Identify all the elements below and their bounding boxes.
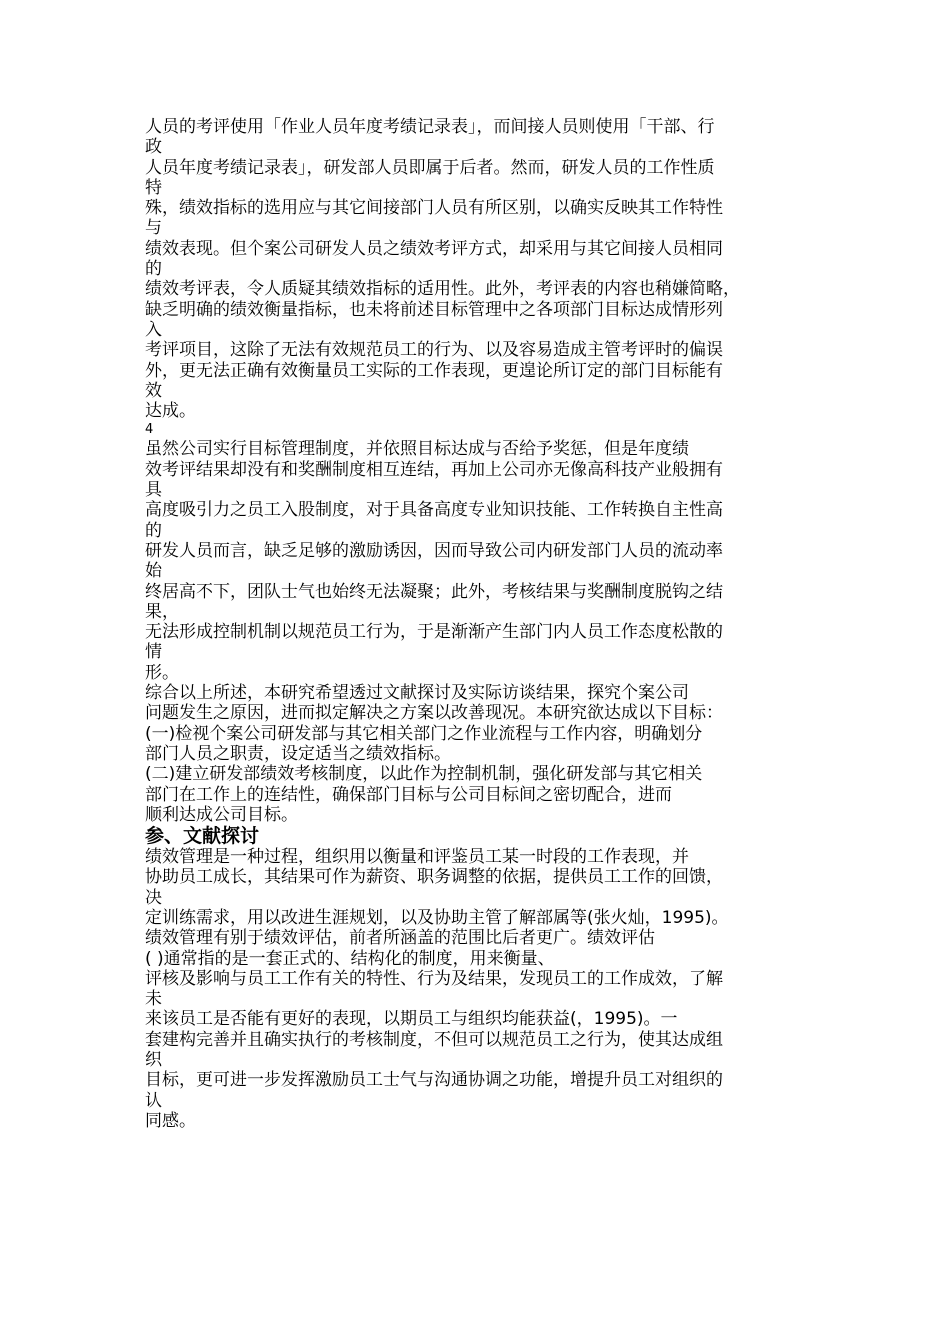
page-number: 4 — [145, 422, 154, 438]
text-line: 绩效管理有别于绩效评估，前者所涵盖的范围比后者更广。绩效评估 — [145, 928, 655, 949]
paragraph-block-intro — [145, 117, 825, 421]
text-line: 殊，绩效指标的选用应与其它间接部门人员有所区别，以确实反映其工作特性 — [145, 198, 723, 219]
text-line: 效 — [145, 380, 162, 401]
text-line: 与 — [145, 218, 162, 239]
document-body — [145, 117, 825, 1131]
text-line: 无法形成控制机制以规范员工行为，于是渐渐产生部门内人员工作态度松散的 — [145, 622, 723, 643]
text-line: 来该员工是否能有更好的表现，以期员工与组织均能获益(，1995)。一 — [145, 1009, 678, 1030]
text-line: 研发人员而言，缺乏足够的激励诱因，因而导致公司内研发部门人员的流动率 — [145, 540, 723, 561]
text-line: 高度吸引力之员工入股制度，对于具备高度专业知识技能、工作转换自主性高 — [145, 500, 723, 521]
text-line: 入 — [145, 319, 162, 340]
text-line: 终居高不下，团队士气也始终无法凝聚；此外，考核结果与奖酬制度脱钩之结 — [145, 581, 723, 602]
text-line: 未 — [145, 989, 162, 1010]
text-line: 织 — [145, 1050, 162, 1071]
text-line: 定训练需求，用以改进生涯规划，以及协助主管了解部属等(张火灿，1995)。 — [145, 907, 729, 928]
text-line: 的 — [145, 520, 162, 541]
text-line: 形。 — [145, 662, 179, 683]
paragraph-block-goals — [145, 439, 825, 825]
text-line: 同感。 — [145, 1110, 196, 1131]
text-line: 的 — [145, 259, 162, 280]
text-line: 始 — [145, 561, 162, 582]
text-line: 协助员工成长，其结果可作为薪资、职务调整的依据，提供员工工作的回馈， — [145, 867, 723, 888]
text-line: 顺利达成公司目标。 — [145, 804, 298, 825]
section-heading: 参、文献探讨 — [145, 825, 260, 848]
text-line: (一)检视个案公司研发部与其它相关部门之作业流程与工作内容，明确划分 — [145, 723, 703, 744]
text-line: 部门人员之职责，设定适当之绩效指标。 — [145, 743, 451, 764]
text-line: 绩效管理是一种过程，组织用以衡量和评鉴员工某一时段的工作表现，并 — [145, 847, 689, 868]
text-line: 人员年度考绩记录表」，研发部人员即属于后者。然而，研发人员的工作性质 — [145, 157, 715, 178]
text-line: 问题发生之原因，进而拟定解决之方案以改善现况。本研究欲达成以下目标： — [145, 703, 723, 724]
text-line: 评核及影响与员工工作有关的特性、行为及结果，发现员工的工作成效，了解 — [145, 968, 723, 989]
text-line: 认 — [145, 1090, 162, 1111]
text-line: 绩效考评表，令人质疑其绩效指标的适用性。此外，考评表的内容也稍嫌简略， — [145, 279, 740, 300]
text-line: ( )通常指的是一套正式的、结构化的制度，用来衡量、 — [145, 948, 555, 969]
text-line: 考评项目，这除了无法有效规范员工的行为、以及容易造成主管考评时的偏误 — [145, 340, 723, 361]
text-line: 外，更无法正确有效衡量员工实际的工作表现，更遑论所订定的部门目标能有 — [145, 360, 723, 381]
text-line: 政 — [145, 137, 162, 158]
text-line: 虽然公司实行目标管理制度，并依照目标达成与否给予奖惩，但是年度绩 — [145, 439, 689, 460]
text-line: 综合以上所述，本研究希望透过文献探讨及实际访谈结果，探究个案公司 — [145, 683, 689, 704]
text-line: (二)建立研发部绩效考核制度，以此作为控制机制，强化研发部与其它相关 — [145, 764, 703, 785]
text-line: 人员的考评使用「作业人员年度考绩记录表」，而间接人员则使用「干部、行 — [145, 117, 715, 137]
text-line: 情 — [145, 642, 162, 663]
text-line: 绩效表现。但个案公司研发人员之绩效考评方式，却采用与其它间接人员相同 — [145, 238, 723, 259]
text-line: 决 — [145, 887, 162, 908]
text-line: 目标，更可进一步发挥激励员工士气与沟通协调之功能，增提升员工对组织的 — [145, 1070, 723, 1091]
paragraph-block-literature — [145, 847, 825, 1131]
text-line: 部门在工作上的连结性，确保部门目标与公司目标间之密切配合，进而 — [145, 784, 672, 805]
text-line: 特 — [145, 177, 162, 198]
text-line: 具 — [145, 480, 162, 501]
text-line: 缺乏明确的绩效衡量指标，也未将前述目标管理中之各项部门目标达成情形列 — [145, 299, 723, 320]
text-line: 套建构完善并且确实执行的考核制度，不但可以规范员工之行为，使其达成组 — [145, 1029, 723, 1050]
text-line: 果， — [145, 601, 179, 622]
text-line: 效考评结果却没有和奖酬制度相互连结，再加上公司亦无像高科技产业般拥有 — [145, 459, 723, 480]
text-line: 达成。 — [145, 401, 196, 422]
